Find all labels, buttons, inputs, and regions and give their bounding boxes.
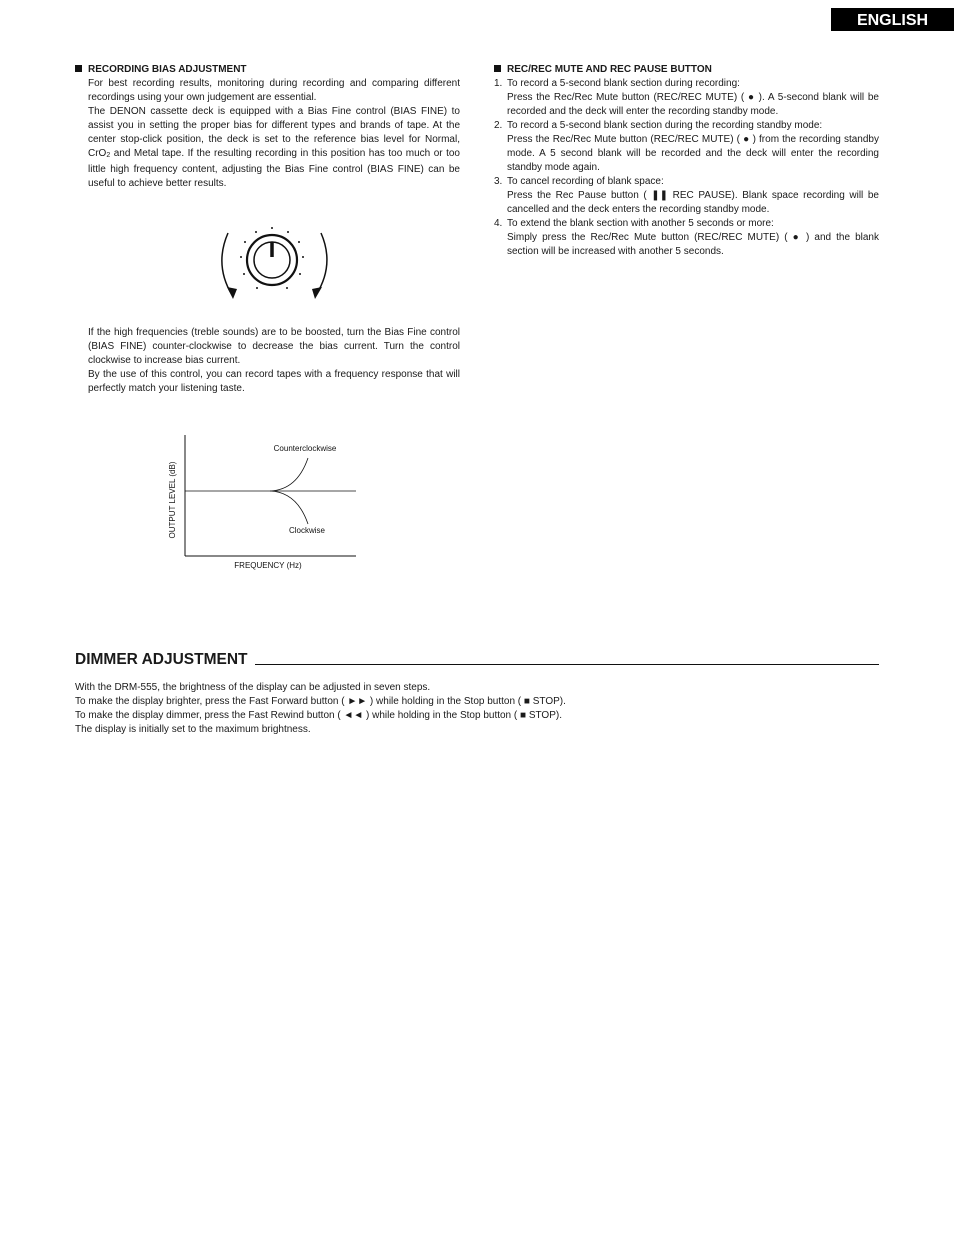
dimmer-title-text: DIMMER ADJUSTMENT: [75, 651, 248, 668]
cw-arrow-arc: [316, 233, 327, 295]
dimmer-line: To make the display dimmer, press the Fast Rewind button ( ◄◄ ) while holding in the Stop button ( ■ STOP).: [75, 710, 562, 721]
item-number: 2.: [494, 120, 503, 131]
item-body: Press the Rec/Rec Mute button (REC/REC MUTE) ( ● ) from the recording standby mode. A 5 second blank will be recorded and the deck will enter the recording standby mode again.: [507, 134, 879, 173]
label-counterclockwise: Counterclockwise: [273, 444, 337, 453]
item-number: 4.: [494, 218, 503, 229]
rec-heading-text: REC/REC MUTE AND REC PAUSE BUTTON: [507, 64, 712, 75]
rec-heading: [494, 63, 879, 77]
bias-intro-1: For best recording results, monitoring during recording and comparing different recordings using your own judgement are essential.: [88, 78, 460, 103]
counterclockwise-curve: [270, 458, 308, 491]
bias-intro: [75, 77, 460, 191]
tick-dot: [256, 287, 258, 289]
dimmer-line: With the DRM-555, the brightness of the display can be adjusted in seven steps.: [75, 682, 431, 693]
rec-item: [494, 119, 879, 175]
language-tab: ENGLISH: [831, 8, 954, 31]
dimmer-line: The display is initially set to the maximum brightness.: [75, 724, 311, 735]
tick-dot: [255, 231, 257, 233]
item-lead: To cancel recording of blank space:: [507, 176, 664, 187]
tick-dot: [299, 273, 301, 275]
square-bullet-icon: [75, 65, 82, 72]
rec-item: [494, 217, 879, 259]
bias-fine-knob-illustration: [210, 215, 335, 305]
frequency-response-graph: [160, 430, 370, 580]
item-body: Press the Rec/Rec Mute button (REC/REC MUTE) ( ● ). A 5-second blank will be recorded and the deck will enter the recording standby mode.: [507, 92, 879, 117]
title-rule: [255, 664, 879, 665]
tick-dot: [244, 241, 246, 243]
item-lead: To record a 5-second blank section during recording:: [507, 78, 740, 89]
tick-dot: [240, 256, 242, 258]
item-body: Press the Rec Pause button ( ❚❚ REC PAUSE). Blank space recording will be cancelled and the deck enters the recording standby mode.: [507, 190, 879, 215]
bias-intro-2b: and Metal tape. If the resulting recording in this position has too much or too little high frequency content, adjusting the Bias Fine control (BIAS FINE) can be useful to achieve better results.: [88, 148, 460, 189]
item-lead: To record a 5-second blank section during the recording standby mode:: [507, 120, 823, 131]
subscript-2: 2: [106, 152, 111, 159]
cw-arrowhead-icon: [312, 287, 322, 299]
rec-section: [494, 63, 879, 259]
item-lead: To extend the blank section with another 5 seconds or more:: [507, 218, 774, 229]
item-number: 3.: [494, 176, 503, 187]
bias-section: [75, 63, 460, 191]
clockwise-curve: [270, 491, 308, 524]
bias-heading-text: RECORDING BIAS ADJUSTMENT: [88, 64, 247, 75]
item-number: 1.: [494, 78, 503, 89]
item-body: Simply press the Rec/Rec Mute button (REC/REC MUTE) ( ● ) and the blank section will be increased with another 5 seconds.: [507, 232, 879, 257]
bias-para-3: If the high frequencies (treble sounds) are to be boosted, turn the Bias Fine control (BIAS FINE) counter-clockwise to decrease the bias current. Turn the control clockwise to increase bias current.: [88, 327, 460, 366]
tick-dot: [302, 256, 304, 258]
bias-para-4: By the use of this control, you can record tapes with a frequency response that will perfectly match your listening taste.: [88, 369, 460, 394]
bias-intro-2: [88, 105, 460, 191]
bias-intro-2a: The DENON cassette deck is equipped with a Bias Fine control (BIAS FINE) to assist you in setting the proper bias for different types and brands of tape. At the center stop-click position, the deck is set to the reference bias level for Normal, CrO: [88, 106, 460, 159]
dimmer-section-title: [75, 649, 879, 669]
dimmer-line: To make the display brighter, press the Fast Forward button ( ►► ) while holding in the Stop button ( ■ STOP).: [75, 696, 566, 707]
tick-dot: [287, 231, 289, 233]
rec-item: [494, 175, 879, 217]
y-axis-label: OUTPUT LEVEL (dB): [168, 461, 177, 539]
x-axis-label: FREQUENCY (Hz): [234, 561, 302, 570]
bias-instructions: [88, 326, 460, 396]
dimmer-body: [75, 681, 879, 737]
tick-dot: [243, 273, 245, 275]
square-bullet-icon: [494, 65, 501, 72]
rec-item: [494, 77, 879, 119]
tick-dot: [298, 241, 300, 243]
bias-heading: [75, 63, 460, 77]
ccw-arrowhead-icon: [227, 287, 237, 299]
label-clockwise: Clockwise: [288, 526, 326, 535]
tick-dot: [286, 287, 288, 289]
tick-dot: [271, 227, 273, 229]
ccw-arrow-arc: [222, 233, 232, 295]
